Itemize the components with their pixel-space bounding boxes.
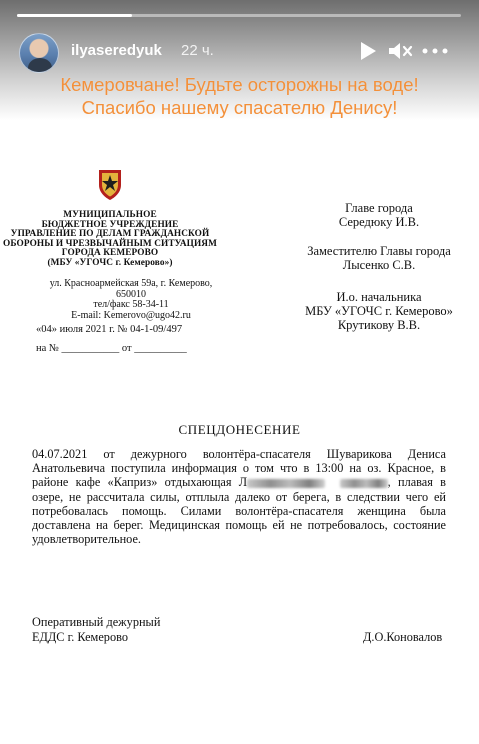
story-progress-bar <box>17 14 461 17</box>
org-line: МУНИЦИПАЛЬНОЕ <box>63 210 157 220</box>
recipient-line: Заместителю Главы города <box>307 244 451 258</box>
story-header-overlay <box>0 0 479 120</box>
address-block <box>36 279 226 321</box>
recipient-line: Крутикову В.В. <box>337 318 421 332</box>
signer-title <box>32 615 160 645</box>
org-line: ГОРОДА КЕМЕРОВО <box>61 248 159 259</box>
post-time: 22 ч. <box>181 42 214 59</box>
signer-name: Д.О.Коновалов <box>363 630 443 644</box>
body-text-part-1: 04.07.2021 от дежурного волонтёра-спасателя Шуварикова Дениса Анатольевича поступила информация о том что в 13:00 на оз. Красное, в районе кафе «Каприз» отдыхающая Л <box>32 447 446 490</box>
story-progress-fill <box>17 14 132 17</box>
mute-icon[interactable] <box>387 40 413 62</box>
recipient-line: И.о. начальника <box>336 290 422 304</box>
document-date-number: «04» июля 2021 г. № 04-1-09/497 <box>36 324 183 335</box>
organization-block <box>0 211 220 269</box>
email-line: E-mail: Kemerovo@ugo42.ru <box>71 309 191 321</box>
signer-title-line: ЕДДС г. Кемерово <box>32 630 128 644</box>
org-line: БЮДЖЕТНОЕ УЧРЕЖДЕНИЕ <box>41 219 179 230</box>
recipient-3 <box>279 290 479 332</box>
org-line: (МБУ «УГОЧС г. Кемерово») <box>47 257 173 268</box>
story-caption-line-2: Спасибо нашему спасателю Денису! <box>81 97 398 118</box>
recipient-2 <box>279 244 479 272</box>
address-line: ул. Красноармейская 59а, г. Кемерово, 650010 <box>49 278 213 300</box>
body-text-part-2: , плавая в озере, не рассчитала силы, отплыла далеко от берега, в следствии чего ей потребовалась помощь. Силами волонтёра-спасателя женщина была доставлена на берег. Медицинская помощь ей не потребовалось, состояние удовлетворительное. <box>32 475 446 547</box>
username[interactable]: ilyaseredyuk <box>71 42 162 59</box>
signer-title-line: Оперативный дежурный <box>32 615 161 629</box>
reference-line: на № ___________ от __________ <box>36 343 187 354</box>
recipient-1 <box>279 201 479 229</box>
recipient-line: Середюку И.В. <box>338 215 420 229</box>
emblem-icon <box>96 167 124 201</box>
play-icon[interactable] <box>358 40 378 62</box>
avatar[interactable] <box>19 33 59 73</box>
recipient-line: МБУ «УГОЧС г. Кемерово» <box>305 304 453 318</box>
document-title: СПЕЦДОНЕСЕНИЕ <box>178 422 301 437</box>
more-icon[interactable] <box>422 40 448 62</box>
redacted-name-blur <box>247 479 325 488</box>
org-line: ОБОРОНЫ И ЧРЕЗВЫЧАЙНЫМ СИТУАЦИЯМ <box>3 238 217 249</box>
redacted-name-blur <box>340 479 388 488</box>
org-line: УПРАВЛЕНИЕ ПО ДЕЛАМ ГРАЖДАНСКОЙ <box>10 229 210 240</box>
recipient-line: Лысенко С.В. <box>342 258 416 272</box>
story-caption-line-1: Кемеровчане! Будьте осторожны на воде! <box>60 74 419 95</box>
phone-line: тел/факс 58-34-11 <box>93 299 169 311</box>
recipient-line: Главе города <box>345 201 413 215</box>
document-body <box>32 447 446 546</box>
